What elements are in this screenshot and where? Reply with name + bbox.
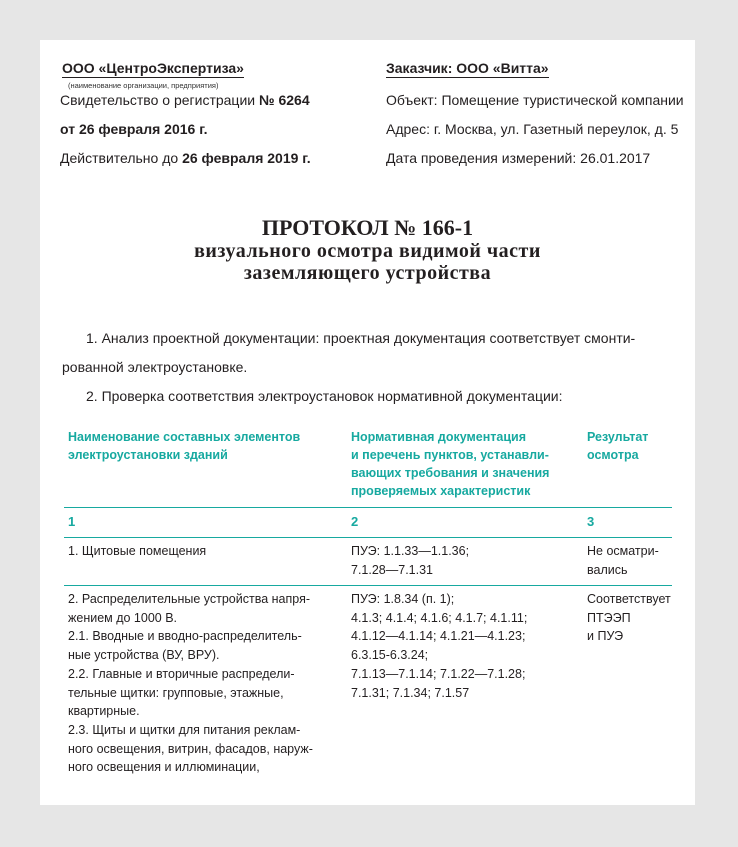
- title-line-1: ПРОТОКОЛ № 166-1: [261, 215, 474, 240]
- object: Объект: Помещение туристической компании: [386, 92, 684, 108]
- cell-line: 6.3.15-6.3.24;: [351, 648, 429, 663]
- cell-line: ного освещения, витрин, фасадов, наруж-: [68, 741, 313, 756]
- header-col1-line: Наименование составных элементов: [68, 430, 301, 444]
- cell-line: 7.1.13—7.1.14; 7.1.22—7.1.28;: [351, 666, 526, 681]
- org-name: [62, 60, 244, 76]
- cell-line: ПУЭ: 1.1.33—1.1.36;: [351, 544, 470, 558]
- cell-line: ПТЭЭП: [587, 610, 631, 625]
- column-number-3: 3: [587, 514, 595, 529]
- org-name-text: ООО «ЦентроЭкспертиза»: [62, 60, 244, 76]
- title-line-2: визуального осмотра видимой части: [194, 240, 541, 262]
- table-rule: [64, 537, 672, 538]
- cell-line: 7.1.31; 7.1.34; 7.1.57: [351, 685, 470, 700]
- registration-prefix: Свидетельство о регистрации: [60, 92, 259, 108]
- cell-line: ного освещения и иллюминации,: [68, 760, 260, 775]
- column-number-2: 2: [351, 514, 359, 529]
- header-col2-line: проверяемых характеристик: [351, 484, 531, 498]
- measure-date: Дата проведения измерений: 26.01.2017: [386, 150, 651, 166]
- row-2-col3: [587, 590, 671, 646]
- cell-line: 1. Щитовые помещения: [68, 544, 207, 558]
- org-caption: (наименование организации, предприятия): [68, 81, 219, 90]
- cell-line: 2. Распределительные устройства напря-: [68, 592, 311, 606]
- cell-line: 2.1. Вводные и вводно-распределитель-: [68, 629, 302, 644]
- header-col2-line: Нормативная документация: [351, 430, 527, 444]
- row-2-col1: [68, 590, 313, 777]
- valid-prefix: Действительно до: [60, 150, 183, 166]
- cell-line: 4.1.3; 4.1.4; 4.1.6; 4.1.7; 4.1.11;: [351, 610, 528, 625]
- cell-line: 2.3. Щиты и щитки для питания реклам-: [68, 722, 301, 737]
- cell-line: ПУЭ: 1.8.34 (п. 1);: [351, 592, 455, 606]
- header-col2-line: вающих требования и значения: [351, 466, 550, 480]
- row-1-col3: [587, 542, 659, 579]
- table-header-col3: [587, 428, 648, 464]
- paragraph-1-line-1: 1. Анализ проектной документации: проектная документация соответствует смонти-: [86, 330, 636, 346]
- cell-line: 4.1.12—4.1.14; 4.1.21—4.1.23;: [351, 629, 526, 644]
- header-col2-line: и перечень пунктов, устанавли-: [351, 448, 549, 462]
- table-header-col1: [68, 428, 300, 464]
- header-col3-line: Результат: [587, 430, 649, 444]
- title-line-3: заземляющего устройства: [243, 262, 492, 284]
- cell-line: ные устройства (ВУ, ВРУ).: [68, 648, 220, 663]
- row-1-col2: [351, 542, 469, 579]
- cell-line: тельные щитки: групповые, этажные,: [68, 685, 284, 700]
- cell-line: вались: [587, 562, 628, 577]
- row-1-col1: [68, 542, 206, 561]
- table-header-col2: [351, 428, 549, 500]
- paragraph-2: 2. Проверка соответствия электроустановок нормативной документации:: [86, 388, 563, 404]
- cell-line: Соответствует: [587, 592, 671, 606]
- table-rule: [64, 585, 672, 586]
- cell-line: жением до 1000 В.: [68, 610, 178, 625]
- protocol-title: [40, 216, 695, 284]
- valid-until: [60, 150, 311, 166]
- column-number-1: 1: [68, 514, 76, 529]
- customer: [386, 60, 549, 76]
- cell-line: и ПУЭ: [587, 629, 624, 644]
- cell-line: Не осматри-: [587, 544, 659, 558]
- row-2-col2: [351, 590, 527, 702]
- table-rule: [64, 507, 672, 508]
- header-col3-line: осмотра: [587, 448, 639, 462]
- cell-line: 2.2. Главные и вторичные распредели-: [68, 666, 295, 681]
- valid-date: 26 февраля 2019 г.: [182, 150, 311, 166]
- address: Адрес: г. Москва, ул. Газетный переулок, д. 5: [386, 121, 679, 137]
- registration-number: № 6264: [258, 92, 310, 108]
- registration-date: от 26 февраля 2016 г.: [60, 121, 208, 137]
- cell-line: 7.1.28—7.1.31: [351, 562, 434, 577]
- cell-line: квартирные.: [68, 704, 140, 719]
- paragraph-1-line-2: рованной электроустановке.: [62, 359, 248, 375]
- document-page: [40, 40, 695, 805]
- header-col1-line: электроустановки зданий: [68, 448, 228, 462]
- customer-text: Заказчик: ООО «Витта»: [386, 60, 549, 76]
- registration-line: [60, 92, 310, 108]
